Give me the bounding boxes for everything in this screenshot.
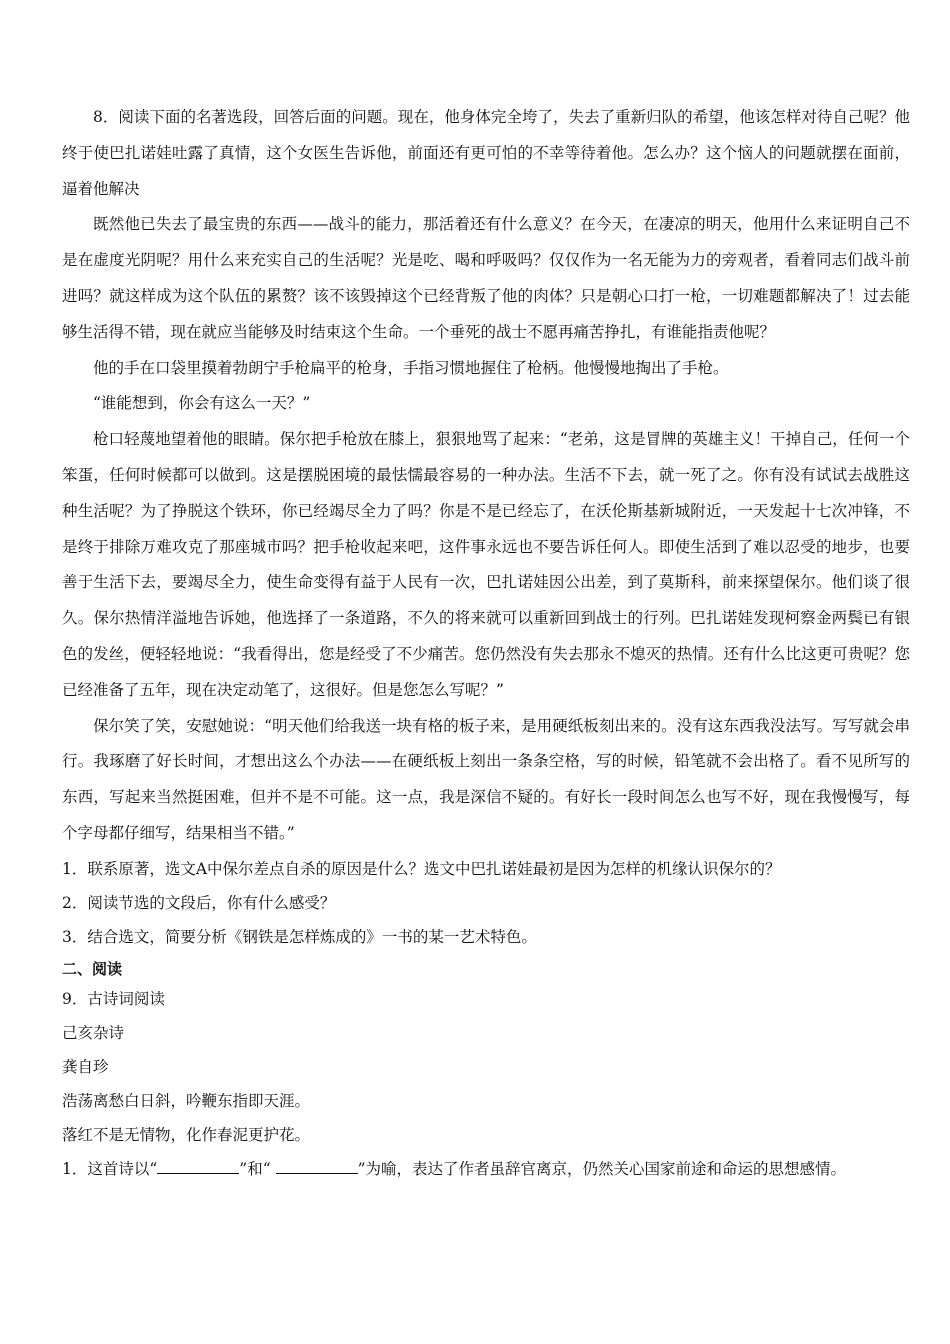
section-heading: 二、阅读	[62, 959, 123, 978]
question-8-intro: 8．阅读下面的名著选段，回答后面的问题。现在，他身体完全垮了，失去了重新归队的希望，他该怎样对待自己呢？他终于使巴扎诺娃吐露了真情，这个女医生告诉他，前面还有更可怕的不幸等待着他。怎么办？这个恼人的问题就摆在面前，逼着他解决	[62, 108, 910, 198]
poem-line-2: 落红不是无情物，化作春泥更护花。	[62, 1125, 311, 1144]
answer-blank-1[interactable]	[157, 1159, 239, 1174]
poem-title: 己亥杂诗	[62, 1023, 125, 1042]
question-9-label: 9．古诗词阅读	[62, 989, 165, 1008]
sub-question-3: 3．结合选文，简要分析《钢铁是怎样炼成的》一书的某一艺术特色。	[62, 927, 537, 946]
sub-question-1: 1．联系原著，选文A中保尔差点自杀的原因是什么？选文中巴扎诺娃最初是因为怎样的机缘认识保尔的？	[62, 859, 781, 878]
poem-question-middle: ”和“	[239, 1159, 276, 1178]
document-page	[62, 100, 910, 1186]
poem-question-suffix: ”为喻，表达了作者虽辞官离京，仍然关心国家前途和命运的思想感情。	[357, 1159, 847, 1178]
sub-question-2: 2．阅读节选的文段后，你有什么感受？	[62, 893, 336, 912]
passage-paragraph-1: 既然他已失去了最宝贵的东西——战斗的能力，那活着还有什么意义？在今天，在凄凉的明天，他用什么来证明自己不是在虚度光阴呢？用什么来充实自己的生活呢？光是吃、喝和呼吸吗？仅仅作为一名无能为力的旁观者，看着同志们战斗前进吗？就这样成为这个队伍的累赘？该不该毁掉这个已经背叛了他的肉体？只是朝心口打一枪，一切难题都解决了！过去能够生活得不错，现在就应当能够及时结束这个生命。一个垂死的战士不愿再痛苦挣扎，有谁能指责他呢？	[62, 215, 910, 341]
poem-question-1	[62, 1152, 910, 1186]
poem-line-1: 浩荡离愁白日斜，吟鞭东指即天涯。	[62, 1091, 311, 1110]
passage-paragraph-2: 他的手在口袋里摸着勃朗宁手枪扁平的枪身，手指习惯地握住了枪柄。他慢慢地掏出了手枪。	[93, 358, 729, 377]
passage-paragraph-3: “谁能想到，你会有这么一天？”	[93, 394, 311, 413]
poem-author: 龚自珍	[62, 1057, 109, 1076]
poem-question-prefix: 1．这首诗以“	[62, 1159, 158, 1178]
answer-blank-2[interactable]	[276, 1159, 358, 1174]
passage-paragraph-4: 枪口轻蔑地望着他的眼睛。保尔把手枪放在膝上，狠狠地骂了起来：“老弟，这是冒牌的英雄主义！干掉自己，任何一个笨蛋，任何时候都可以做到。这是摆脱困境的最怯懦最容易的一种办法。生活不下去，就一死了之。你有没有试试去战胜这种生活呢？为了挣脱这个铁环，你已经竭尽全力了吗？你是不是已经忘了，在沃伦斯基新城附近，一天发起十七次冲锋，不是终于排除万难攻克了那座城市吗？把手枪收起来吧，这件事永远也不要告诉任何人。即使生活到了难以忍受的地步，也要善于生活下去，要竭尽全力，使生命变得有益于人民有一次，巴扎诺娃因公出差，到了莫斯科，前来探望保尔。他们谈了很久。保尔热情洋溢地告诉她，他选择了一条道路，不久的将来就可以重新回到战士的行列。巴扎诺娃发现柯察金两鬓已有银色的发丝，便轻轻地说：“我看得出，您是经受了不少痛苦。您仍然没有失去那永不熄灭的热情。还有什么比这更可贵呢？您已经准备了五年，现在决定动笔了，这很好。但是您怎么写呢？”	[62, 430, 910, 699]
passage-paragraph-5: 保尔笑了笑，安慰她说：“明天他们给我送一块有格的板子来，是用硬纸板刻出来的。没有这东西我没法写。写写就会串行。我琢磨了好长时间，才想出这么个办法——在硬纸板上刻出一条条空格，写的时候，铅笔就不会出格了。看不见所写的东西，写起来当然挺困难，但并不是不可能。这一点，我是深信不疑的。有好长一段时间怎么也写不好，现在我慢慢写，每个字母都仔细写，结果相当不错。”	[62, 716, 910, 842]
